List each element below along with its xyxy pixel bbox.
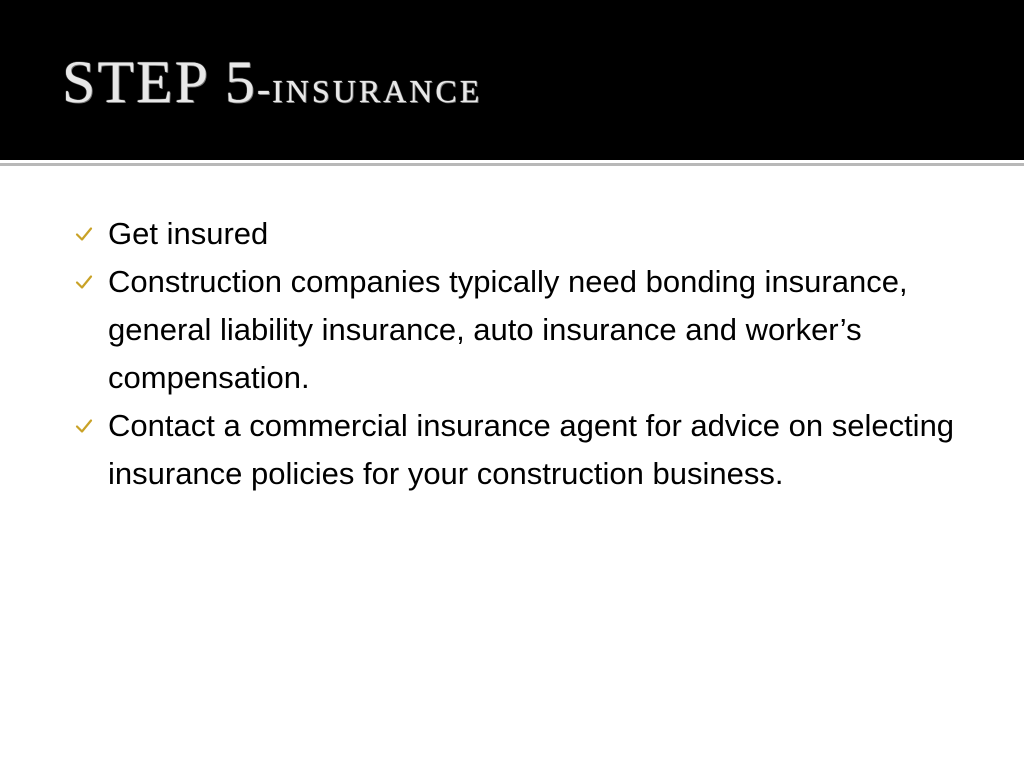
- bullet-item: [72, 402, 972, 498]
- slide-title-main: STEP 5: [62, 49, 257, 115]
- slide-title-subtitle: INSURANCE: [272, 73, 483, 109]
- check-icon: [72, 402, 96, 450]
- bullet-list: [72, 210, 972, 498]
- check-icon: [72, 258, 96, 306]
- bullet-text: Construction companies typically need bonding insurance, general liability insurance, auto insurance and worker’s compensation.: [108, 264, 908, 395]
- check-icon: [72, 210, 96, 258]
- bullet-text: Contact a commercial insurance agent for advice on selecting insurance policies for your construction business.: [108, 408, 955, 491]
- title-divider-shadow: [0, 163, 1024, 166]
- bullet-item: [72, 210, 972, 258]
- bullet-text: Get insured: [108, 216, 269, 251]
- bullet-item: [72, 258, 972, 402]
- slide-title: [62, 49, 483, 115]
- slide-title-separator: -: [256, 66, 273, 111]
